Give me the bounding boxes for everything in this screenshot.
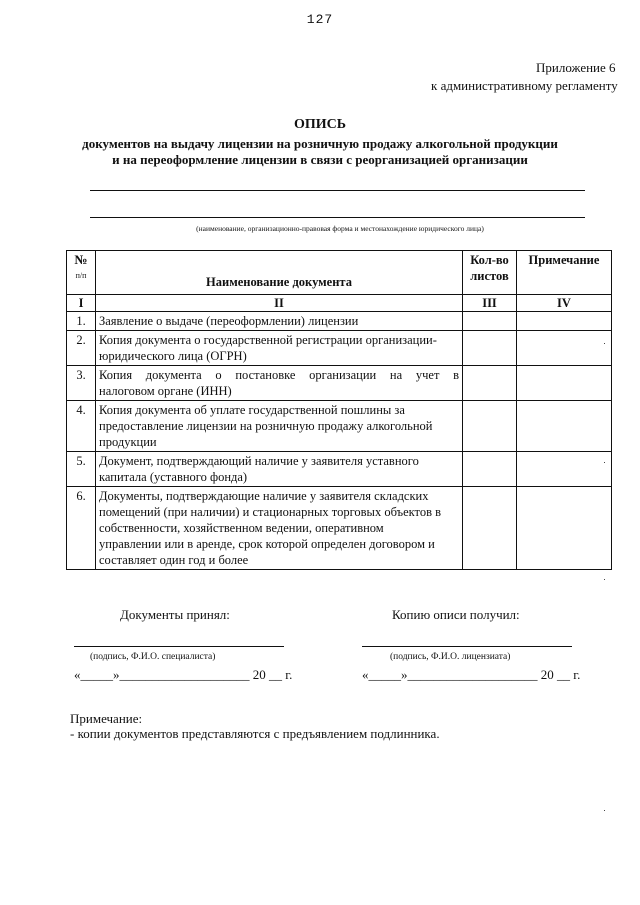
row-line-text: Копия документа о постановке организации на учет в <box>99 368 459 382</box>
row-line: составляет один год и более <box>99 553 249 567</box>
row-line: Копия документа о государственной регистрации организации- <box>99 333 437 347</box>
header-number <box>67 251 96 295</box>
table-row <box>67 401 612 452</box>
row-line: Заявление о выдаче (переоформлении) лицензии <box>99 314 359 328</box>
scan-speck <box>604 343 605 344</box>
org-caption: (наименование, организационно-правовая форма и местонахождение юридического лица) <box>196 224 484 233</box>
row-line: собственности, хозяйственном ведении, оперативном <box>99 521 384 535</box>
table-row <box>67 452 612 487</box>
row-number: 4. <box>67 401 96 452</box>
specialist-date-line: «_____»____________________ 20 __ г. <box>74 667 293 682</box>
row-note <box>517 487 612 570</box>
licensee-signature-line <box>362 646 572 647</box>
roman-4: IV <box>517 295 612 312</box>
table-row <box>67 331 612 366</box>
page-number: 127 <box>306 12 334 27</box>
row-number: 5. <box>67 452 96 487</box>
specialist-signature-line <box>74 646 284 647</box>
scan-speck <box>604 462 605 463</box>
header-count-line-1: Кол-во <box>470 253 509 267</box>
table-row <box>67 312 612 331</box>
note-title: Примечание: <box>70 711 143 726</box>
row-count <box>463 487 517 570</box>
roman-2: II <box>96 295 463 312</box>
row-line: юридического лица (ОГРН) <box>99 349 247 363</box>
row-document <box>96 487 463 570</box>
subtitle-line-1: документов на выдачу лицензии на розничную продажу алкогольной продукции <box>82 136 558 151</box>
document-subtitle <box>40 136 600 168</box>
org-fill-line-2 <box>90 217 585 218</box>
documents-table <box>66 250 612 570</box>
row-line: помещений (при наличии) и стационарных торговых объектов в <box>99 505 442 519</box>
scan-speck <box>604 810 605 811</box>
row-number: 2. <box>67 331 96 366</box>
number-sub: п/п <box>75 271 87 280</box>
received-by-label: Копию описи получил: <box>392 607 520 622</box>
licensee-date-line: «_____»____________________ 20 __ г. <box>362 667 581 682</box>
row-count <box>463 401 517 452</box>
row-document <box>96 312 463 331</box>
row-note <box>517 452 612 487</box>
row-line: налоговом органе (ИНН) <box>99 384 232 398</box>
table-roman-row <box>67 295 612 312</box>
row-line: управлении или в аренде, срок которой определен договором и <box>99 537 435 551</box>
table-header-row <box>67 251 612 295</box>
row-line: Документ, подтверждающий наличие у заявителя уставного <box>99 454 419 468</box>
row-line: продукции <box>99 435 157 449</box>
row-count <box>463 452 517 487</box>
row-number: 3. <box>67 366 96 401</box>
appendix-label: Приложение 6 <box>536 60 616 75</box>
header-document-name: Наименование документа <box>96 251 463 295</box>
row-line: Документы, подтверждающие наличие у заявителя складских <box>99 489 429 503</box>
header-count-line-2: листов <box>470 269 509 283</box>
row-line <box>99 367 459 383</box>
row-count <box>463 312 517 331</box>
row-note <box>517 312 612 331</box>
licensee-caption: (подпись, Ф.И.О. лицензиата) <box>390 652 511 662</box>
row-count <box>463 366 517 401</box>
appendix-reference: к административному регламенту <box>431 78 618 93</box>
row-document <box>96 366 463 401</box>
subtitle-line-2: и на переоформление лицензии в связи с реорганизацией организации <box>112 152 528 167</box>
row-document <box>96 331 463 366</box>
number-symbol: № <box>74 252 88 267</box>
roman-1: I <box>67 295 96 312</box>
row-note <box>517 331 612 366</box>
row-note <box>517 366 612 401</box>
row-number: 1. <box>67 312 96 331</box>
specialist-caption: (подпись, Ф.И.О. специалиста) <box>90 652 216 662</box>
scan-speck <box>604 579 605 580</box>
row-line: капитала (уставного фонда) <box>99 470 248 484</box>
table-row <box>67 366 612 401</box>
note-text: - копии документов представляются с предъявлением подлинника. <box>70 726 440 741</box>
row-document <box>96 401 463 452</box>
row-document <box>96 452 463 487</box>
row-number: 6. <box>67 487 96 570</box>
roman-3: III <box>463 295 517 312</box>
org-fill-line-1 <box>90 190 585 191</box>
row-line: Копия документа об уплате государственной пошлины за <box>99 403 405 417</box>
table-row <box>67 487 612 570</box>
row-line: предоставление лицензии на розничную продажу алкогольной <box>99 419 433 433</box>
accepted-by-label: Документы принял: <box>120 607 230 622</box>
header-sheet-count <box>463 251 517 295</box>
row-count <box>463 331 517 366</box>
header-note: Примечание <box>517 251 612 295</box>
document-title: ОПИСЬ <box>293 117 347 132</box>
row-note <box>517 401 612 452</box>
